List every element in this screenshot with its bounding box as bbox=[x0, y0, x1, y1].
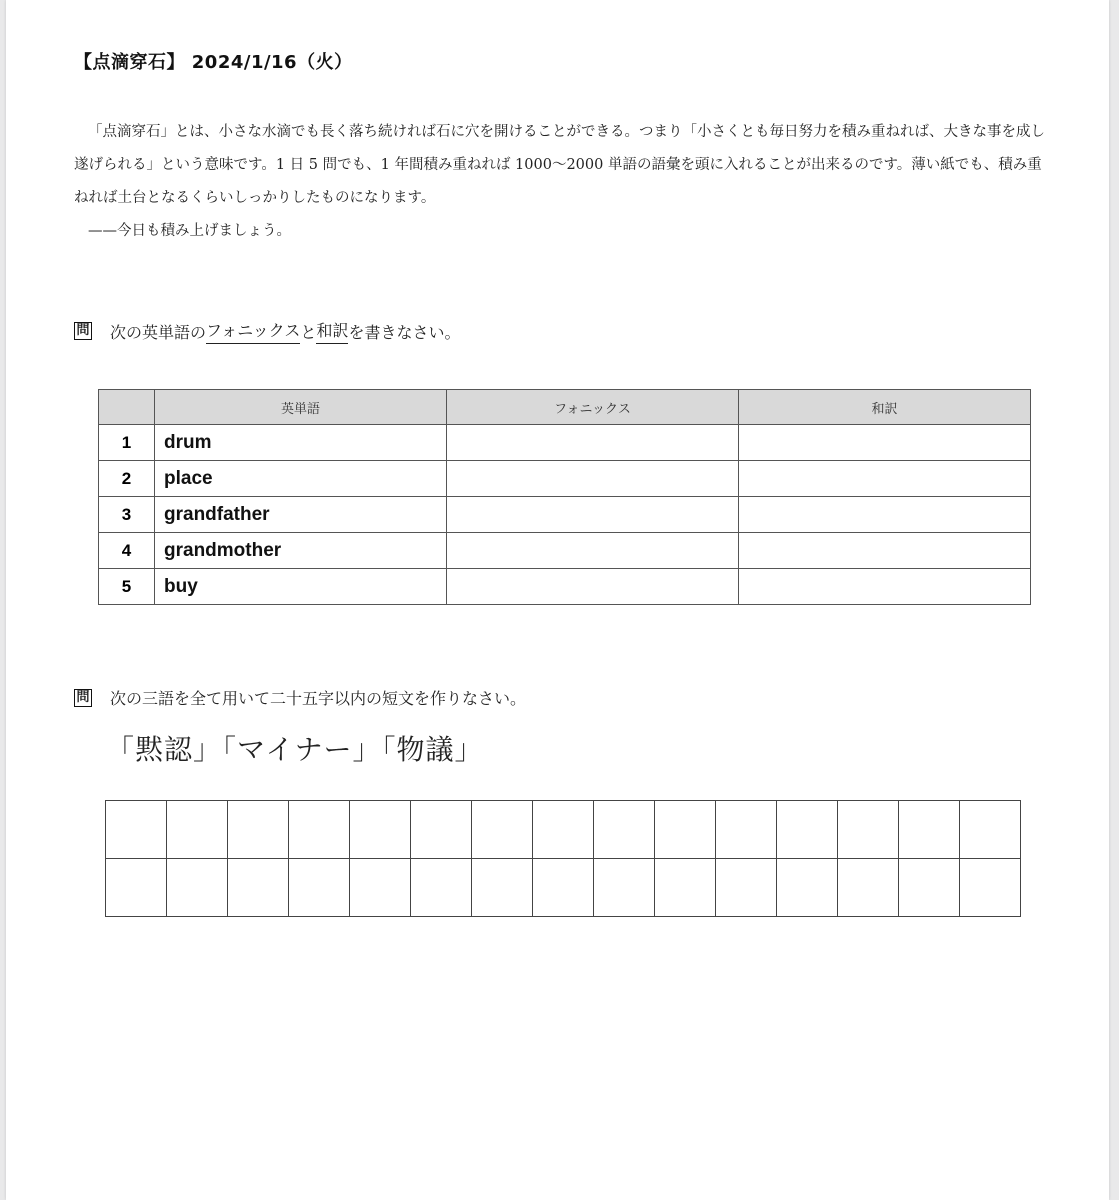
table-row bbox=[99, 497, 1031, 533]
row-word: grandfather bbox=[155, 497, 447, 533]
table-row bbox=[99, 533, 1031, 569]
question-badge: 問 bbox=[74, 322, 92, 340]
table-row bbox=[99, 425, 1031, 461]
phonics-answer-cell[interactable] bbox=[447, 569, 739, 605]
three-words-phrase: 「黙認」「マイナー」「物議」 bbox=[106, 733, 484, 766]
phonics-answer-cell[interactable] bbox=[447, 425, 739, 461]
intro-closing: ——今日も積み上げましょう。 bbox=[88, 223, 291, 239]
translation-answer-cell[interactable] bbox=[739, 497, 1031, 533]
phonics-answer-cell[interactable] bbox=[447, 461, 739, 497]
translation-answer-cell[interactable] bbox=[739, 569, 1031, 605]
header-translation: 和訳 bbox=[739, 390, 1031, 425]
grid-cell[interactable] bbox=[777, 801, 838, 859]
grid-cell[interactable] bbox=[594, 859, 655, 917]
document-page bbox=[6, 0, 1109, 1200]
grid-cell[interactable] bbox=[594, 801, 655, 859]
grid-cell[interactable] bbox=[533, 859, 594, 917]
intro-text bbox=[74, 116, 1054, 248]
page-title: 【点滴穿石】 2024/1/16（火） bbox=[74, 52, 353, 73]
grid-cell[interactable] bbox=[289, 859, 350, 917]
header-english-word: 英単語 bbox=[155, 390, 447, 425]
table-header-row bbox=[99, 390, 1031, 425]
q1-text-mid: と bbox=[300, 322, 317, 342]
table-row bbox=[99, 569, 1031, 605]
grid-cell[interactable] bbox=[106, 859, 167, 917]
grid-cell[interactable] bbox=[777, 859, 838, 917]
phonics-answer-cell[interactable] bbox=[447, 533, 739, 569]
grid-cell[interactable] bbox=[350, 859, 411, 917]
grid-cell[interactable] bbox=[106, 801, 167, 859]
grid-cell[interactable] bbox=[838, 859, 899, 917]
table-row bbox=[99, 461, 1031, 497]
grid-row bbox=[106, 859, 1021, 917]
q1-text-after: を書きなさい。 bbox=[348, 322, 461, 342]
row-number: 4 bbox=[99, 533, 155, 569]
grid-cell[interactable] bbox=[289, 801, 350, 859]
row-word: buy bbox=[155, 569, 447, 605]
intro-paragraph: 「点滴穿石」とは、小さな水滴でも長く落ち続ければ石に穴を開けることができる。つまり「小さくとも毎日努力を積み重ねれば、大きな事を成し遂げられる」という意味です。1 日 5 問でも、1 年間積み重ねれば 1000〜2000 単語の語彙を頭に入れることが出来るのです。薄い紙でも、積み重ねれば土台となるくらいしっかりしたものになります。 bbox=[74, 124, 1045, 206]
row-number: 3 bbox=[99, 497, 155, 533]
grid-cell[interactable] bbox=[838, 801, 899, 859]
header-number bbox=[99, 390, 155, 425]
grid-cell[interactable] bbox=[533, 801, 594, 859]
grid-row bbox=[106, 801, 1021, 859]
grid-cell[interactable] bbox=[228, 801, 289, 859]
grid-cell[interactable] bbox=[716, 801, 777, 859]
grid-cell[interactable] bbox=[716, 859, 777, 917]
vocabulary-table bbox=[98, 389, 1031, 605]
q1-underline-translation: 和訳 bbox=[316, 318, 348, 344]
row-number: 2 bbox=[99, 461, 155, 497]
q2-text: 次の三語を全て用いて二十五字以内の短文を作りなさい。 bbox=[110, 689, 527, 708]
grid-cell[interactable] bbox=[350, 801, 411, 859]
translation-answer-cell[interactable] bbox=[739, 425, 1031, 461]
grid-cell[interactable] bbox=[960, 859, 1021, 917]
grid-cell[interactable] bbox=[899, 859, 960, 917]
question-1-heading bbox=[74, 318, 460, 344]
row-number: 1 bbox=[99, 425, 155, 461]
translation-answer-cell[interactable] bbox=[739, 533, 1031, 569]
grid-cell[interactable] bbox=[167, 859, 228, 917]
grid-cell[interactable] bbox=[472, 801, 533, 859]
row-word: place bbox=[155, 461, 447, 497]
grid-cell[interactable] bbox=[899, 801, 960, 859]
grid-cell[interactable] bbox=[655, 801, 716, 859]
header-phonics: フォニックス bbox=[447, 390, 739, 425]
grid-cell[interactable] bbox=[960, 801, 1021, 859]
grid-cell[interactable] bbox=[472, 859, 533, 917]
q1-text-before: 次の英単語の bbox=[110, 322, 207, 342]
row-number: 5 bbox=[99, 569, 155, 605]
phonics-answer-cell[interactable] bbox=[447, 497, 739, 533]
grid-cell[interactable] bbox=[167, 801, 228, 859]
row-word: grandmother bbox=[155, 533, 447, 569]
row-word: drum bbox=[155, 425, 447, 461]
translation-answer-cell[interactable] bbox=[739, 461, 1031, 497]
question-badge: 問 bbox=[74, 689, 92, 707]
grid-cell[interactable] bbox=[411, 801, 472, 859]
writing-grid bbox=[105, 800, 1021, 917]
grid-cell[interactable] bbox=[655, 859, 716, 917]
grid-cell[interactable] bbox=[228, 859, 289, 917]
q1-underline-phonics: フォニックス bbox=[206, 318, 300, 344]
question-2-heading bbox=[74, 686, 526, 709]
grid-cell[interactable] bbox=[411, 859, 472, 917]
